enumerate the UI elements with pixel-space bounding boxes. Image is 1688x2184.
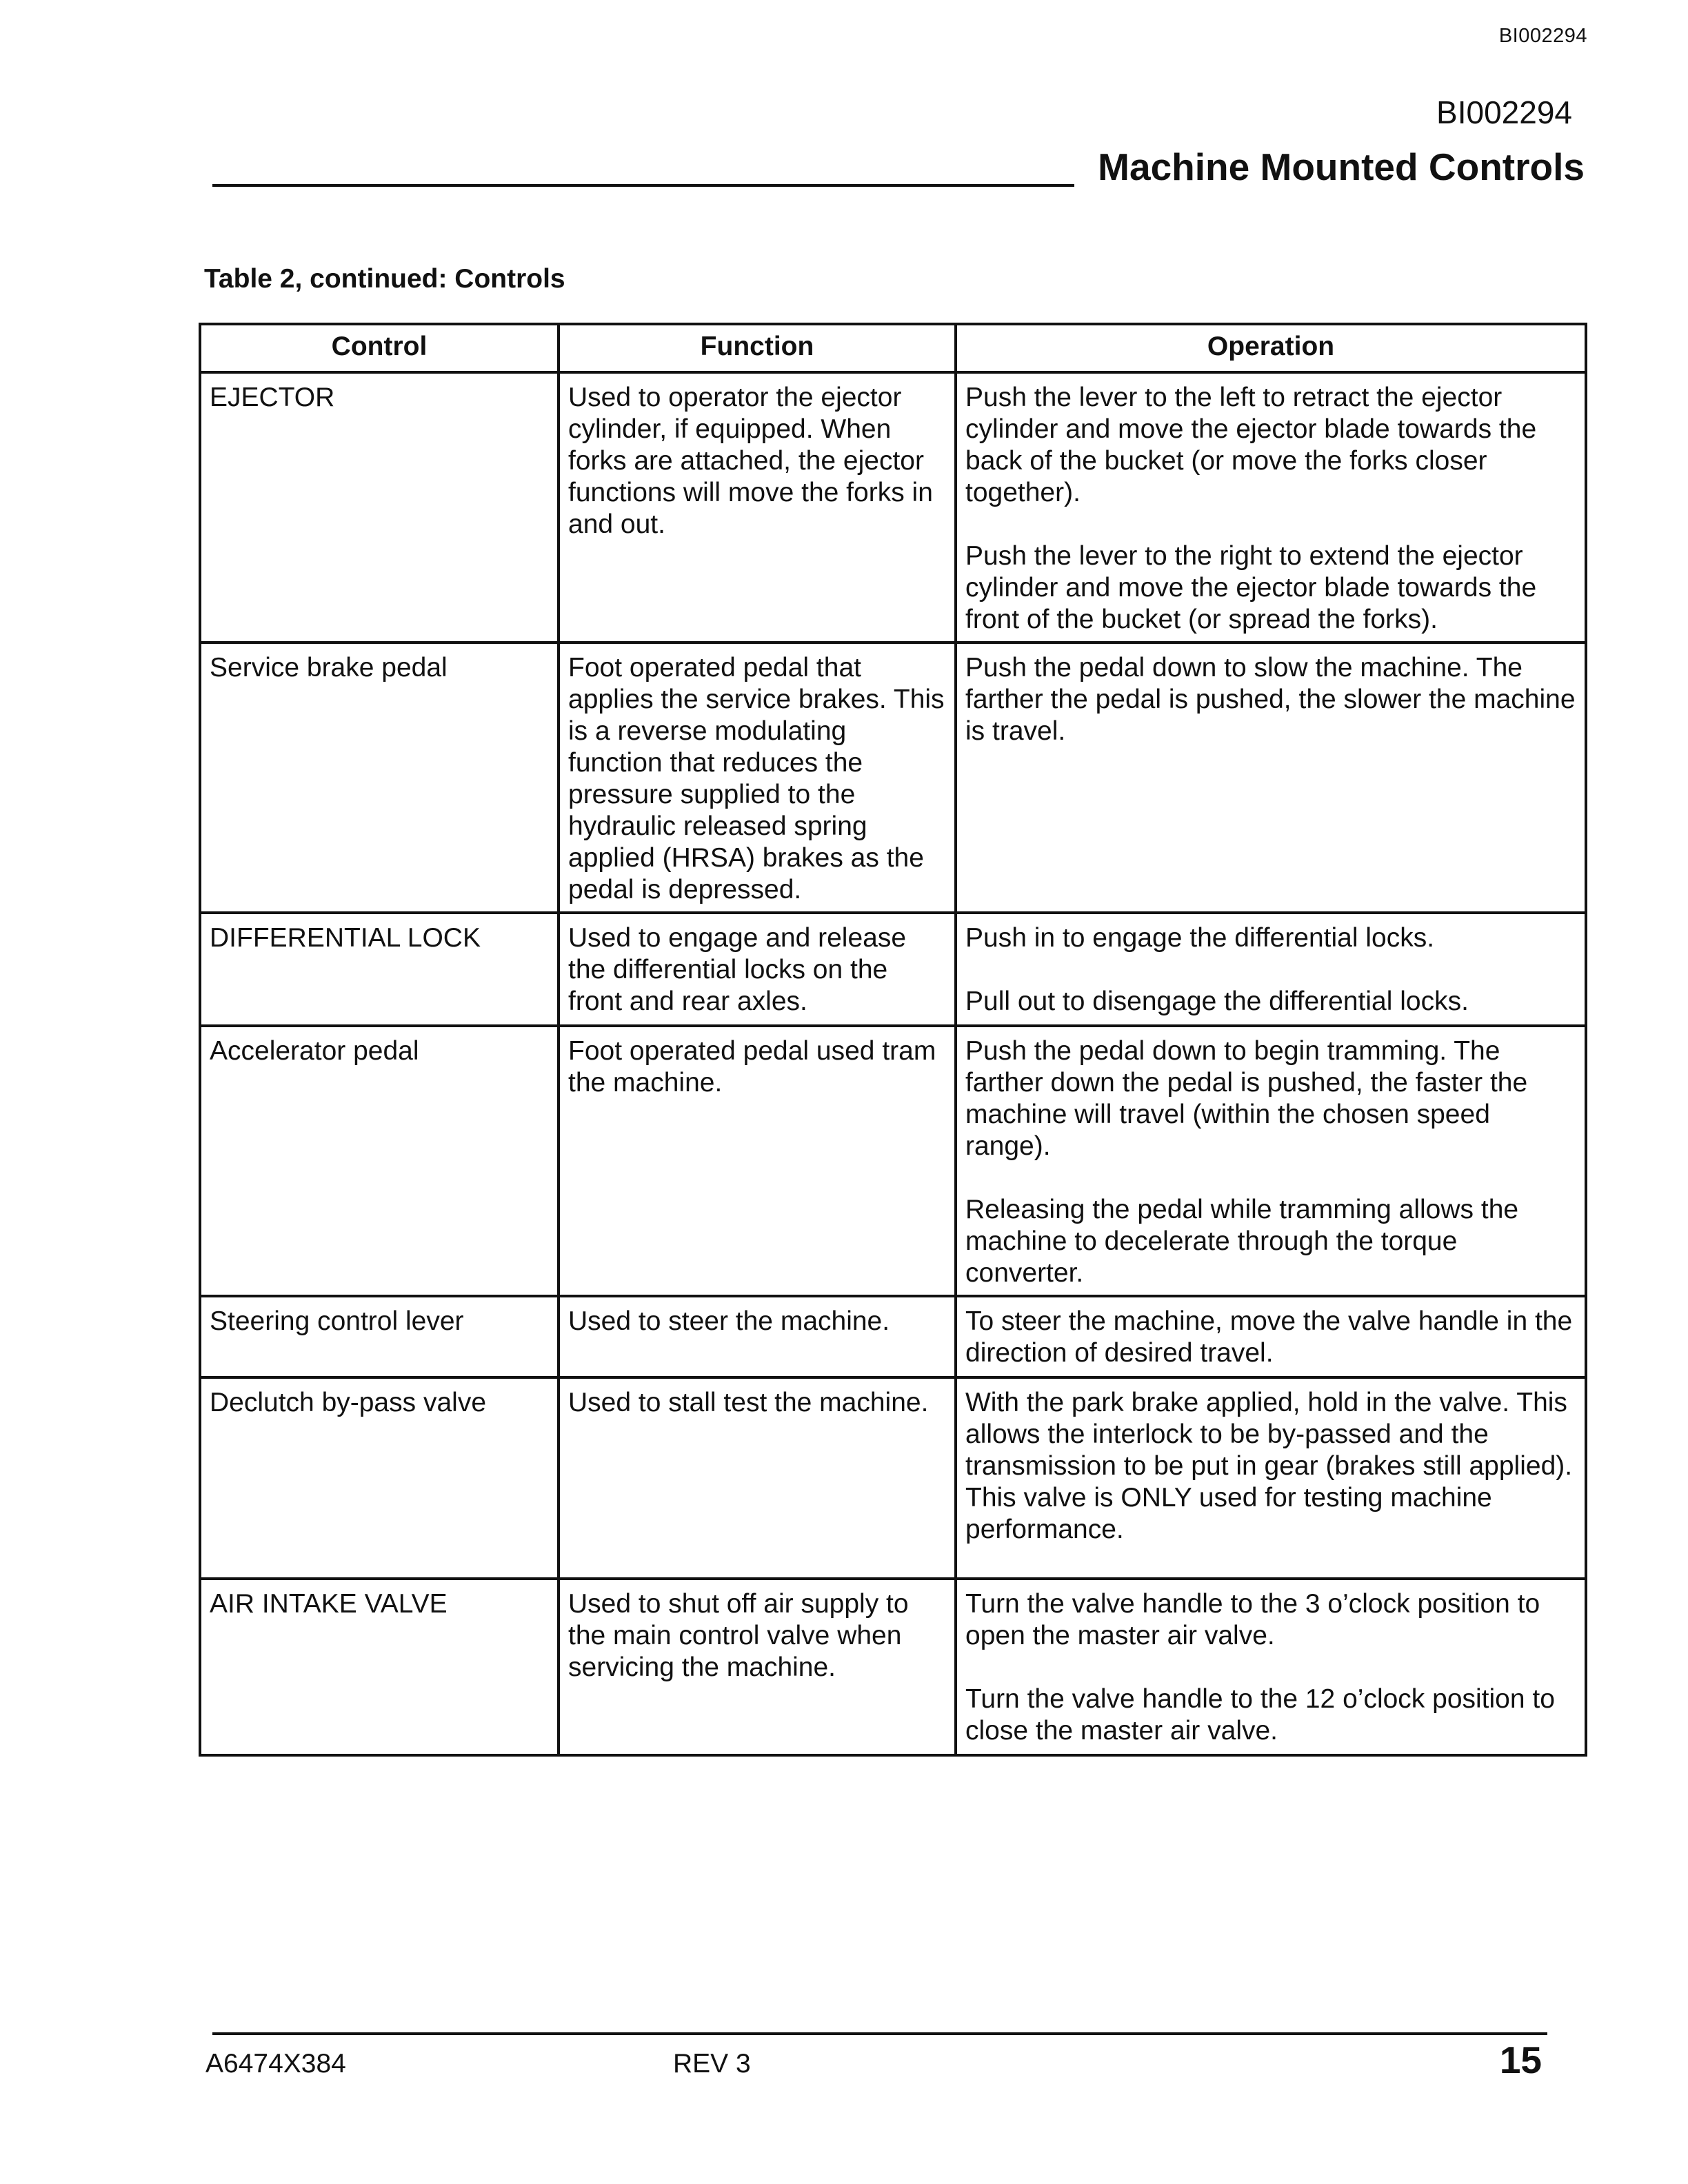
table-row — [200, 913, 1586, 1026]
footer-document-number: A6474X384 — [205, 2049, 346, 2079]
corner-document-id: BI002294 — [1498, 25, 1587, 47]
table-row — [200, 1579, 1586, 1755]
operation-text: Push the pedal down to slow the machine. The farther the pedal is pushed, the slower the machine is travel. — [965, 653, 1576, 746]
table-row — [200, 643, 1586, 913]
operation-cell — [956, 1296, 1586, 1377]
operation-text: With the park brake applied, hold in the valve. This allows the interlock to be by-passed and the transmission to be put in gear (brakes still applied). This valve is ONLY used for testing machine performance. — [965, 1388, 1573, 1544]
control-cell: Accelerator pedal — [200, 1026, 559, 1296]
operation-text: Pull out to disengage the differential locks. — [965, 987, 1469, 1016]
operation-text: Push the lever to the left to retract the ejector cylinder and move the ejector blade towards the back of the bucket (or move the forks closer together). — [965, 383, 1537, 507]
operation-text: Releasing the pedal while tramming allows the machine to decelerate through the torque converter. — [965, 1195, 1519, 1288]
operation-text: Push the pedal down to begin tramming. The farther down the pedal is pushed, the faster the machine will travel (within the chosen speed range). — [965, 1036, 1528, 1161]
function-cell: Used to operator the ejector cylinder, if equipped. When forks are attached, the ejector functions will move the forks in and out. — [559, 372, 956, 643]
function-cell: Used to steer the machine. — [559, 1296, 956, 1377]
page-number: 15 — [1499, 2039, 1542, 2081]
control-cell: EJECTOR — [200, 372, 559, 643]
table-header-row — [200, 324, 1586, 372]
function-cell: Used to stall test the machine. — [559, 1377, 956, 1579]
operation-text: To steer the machine, move the valve handle in the direction of desired travel. — [965, 1306, 1573, 1368]
control-cell: DIFFERENTIAL LOCK — [200, 913, 559, 1026]
controls-table — [199, 323, 1587, 1757]
operation-cell — [956, 372, 1586, 643]
operation-text: Push the lever to the right to extend the ejector cylinder and move the ejector blade towards the front of the bucket (or spread the forks). — [965, 541, 1537, 634]
control-cell: Declutch by-pass valve — [200, 1377, 559, 1579]
column-header-function: Function — [559, 324, 956, 372]
operation-cell — [956, 643, 1586, 913]
operation-text: Turn the valve handle to the 12 o’clock position to close the master air valve. — [965, 1684, 1555, 1746]
table-row — [200, 1026, 1586, 1296]
operation-cell — [956, 1377, 1586, 1579]
document-id: BI002294 — [1436, 94, 1572, 130]
column-header-control: Control — [200, 324, 559, 372]
footer-revision: REV 3 — [673, 2049, 751, 2079]
function-cell: Foot operated pedal that applies the service brakes. This is a reverse modulating function that reduces the pressure supplied to the hydraulic released spring applied (HRSA) brakes as the pedal is depressed. — [559, 643, 956, 913]
table-row — [200, 1377, 1586, 1579]
control-cell: AIR INTAKE VALVE — [200, 1579, 559, 1755]
page-title: Machine Mounted Controls — [1098, 145, 1585, 188]
function-cell: Used to engage and release the differential locks on the front and rear axles. — [559, 913, 956, 1026]
function-cell: Used to shut off air supply to the main control valve when servicing the machine. — [559, 1579, 956, 1755]
operation-text: Turn the valve handle to the 3 o’clock position to open the master air valve. — [965, 1589, 1540, 1650]
operation-text: Push in to engage the differential locks. — [965, 923, 1435, 953]
column-header-operation: Operation — [956, 324, 1586, 372]
operation-cell — [956, 1026, 1586, 1296]
table-row — [200, 372, 1586, 643]
header-rule — [212, 184, 1074, 187]
control-cell: Steering control lever — [200, 1296, 559, 1377]
operation-cell — [956, 1579, 1586, 1755]
table-caption: Table 2, continued: Controls — [204, 264, 565, 294]
footer-rule — [212, 2032, 1547, 2035]
function-cell: Foot operated pedal used tram the machine. — [559, 1026, 956, 1296]
table-row — [200, 1296, 1586, 1377]
control-cell: Service brake pedal — [200, 643, 559, 913]
operation-cell — [956, 913, 1586, 1026]
